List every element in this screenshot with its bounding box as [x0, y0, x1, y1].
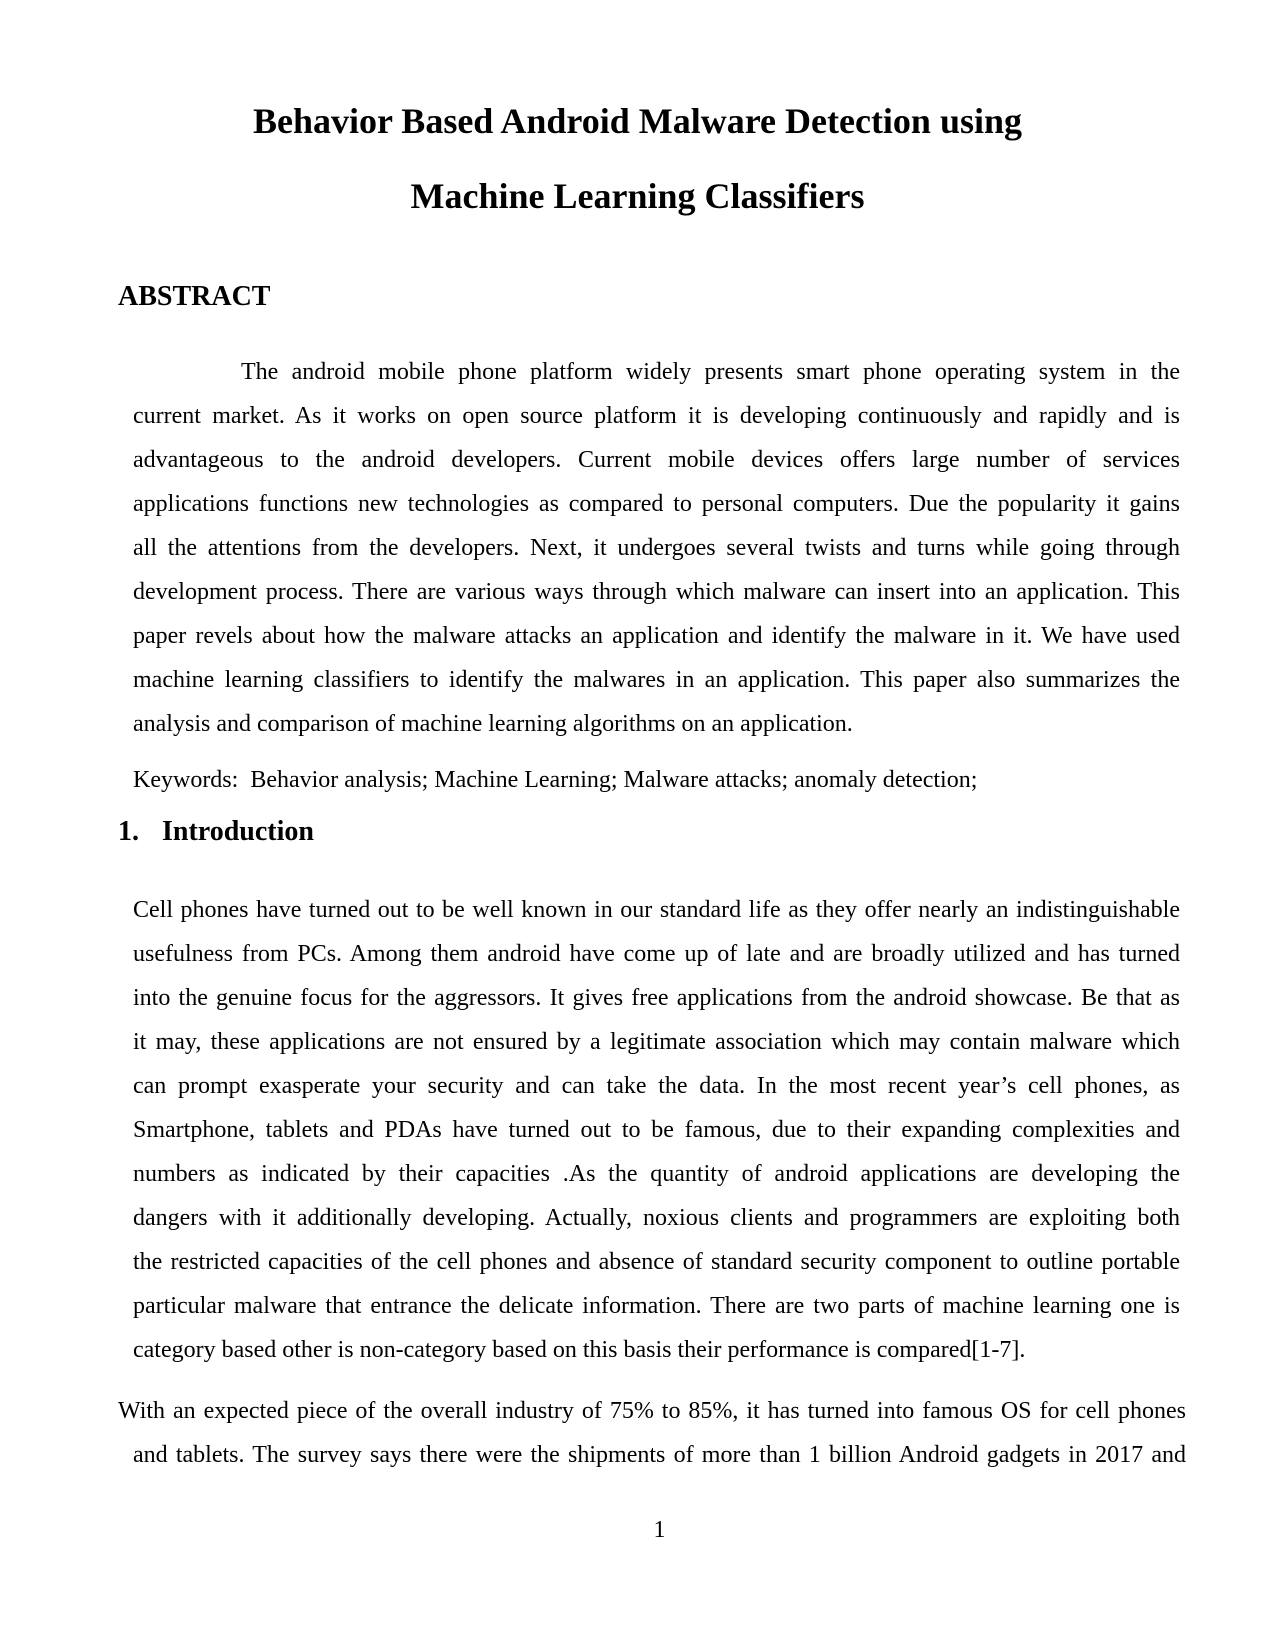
text-line: applications functions new technologies as compared to personal computers. Due the popularity it gains: [133, 491, 1180, 517]
abstract-heading: ABSTRACT: [118, 281, 271, 312]
text-line: Smartphone, tablets and PDAs have turned out to be famous, due to their expanding complexities and: [133, 1117, 1180, 1143]
text-line: paper revels about how the malware attacks an application and identify the malware in it. We have used: [133, 623, 1180, 649]
keywords-line: Keywords: Behavior analysis; Machine Learning; Malware attacks; anomaly detection;: [133, 767, 978, 793]
paper-title-line-1: Behavior Based Android Malware Detection using: [252, 101, 1023, 141]
text-line: analysis and comparison of machine learning algorithms on an application.: [133, 711, 853, 737]
text-line: and tablets. The survey says there were the shipments of more than 1 billion Android gadgets in 2017 and: [133, 1442, 1186, 1468]
text-line: usefulness from PCs. Among them android have come up of late and are broadly utilized and has turned: [133, 941, 1180, 967]
text-line: the restricted capacities of the cell phones and absence of standard security component to outline portable: [133, 1249, 1180, 1275]
text-line: machine learning classifiers to identify the malwares in an application. This paper also summarizes the: [133, 667, 1180, 693]
text-line: it may, these applications are not ensured by a legitimate association which may contain malware which: [133, 1029, 1180, 1055]
text-line: current market. As it works on open source platform it is developing continuously and rapidly and is: [133, 403, 1180, 429]
text-line: into the genuine focus for the aggressors. It gives free applications from the android showcase. Be that as: [133, 985, 1180, 1011]
introduction-paragraph-2: [118, 1389, 1186, 1477]
introduction-paragraph-1: [133, 888, 1180, 1372]
paper-title: [60, 0, 1215, 234]
text-line: all the attentions from the developers. Next, it undergoes several twists and turns while going through: [133, 535, 1180, 561]
text-line: category based other is non-category based on this basis their performance is compared[1-7].: [133, 1337, 1026, 1363]
text-line: dangers with it additionally developing. Actually, noxious clients and programmers are exploiting both: [133, 1205, 1180, 1231]
abstract-paragraph: [133, 350, 1180, 746]
text-line: development process. There are various ways through which malware can insert into an application. This: [133, 579, 1180, 605]
paper-title-line-2: Machine Learning Classifiers: [410, 176, 865, 216]
text-line: numbers as indicated by their capacities .As the quantity of android applications are developing the: [133, 1161, 1180, 1187]
section-title: Introduction: [162, 816, 314, 847]
text-line: With an expected piece of the overall industry of 75% to 85%, it has turned into famous OS for cell phones: [118, 1398, 1186, 1424]
text-line: The android mobile phone platform widely presents smart phone operating system in the: [241, 359, 1180, 385]
page-number: 1: [653, 1517, 666, 1543]
text-line: Cell phones have turned out to be well known in our standard life as they offer nearly an indistinguishable: [133, 897, 1180, 923]
text-line: can prompt exasperate your security and can take the data. In the most recent year’s cell phones, as: [133, 1073, 1180, 1099]
introduction-section-heading: [118, 810, 1275, 854]
text-line: advantageous to the android developers. Current mobile devices offers large number of services: [133, 447, 1180, 473]
section-number: 1.: [118, 816, 139, 847]
text-line: particular malware that entrance the delicate information. There are two parts of machine learning one is: [133, 1293, 1180, 1319]
